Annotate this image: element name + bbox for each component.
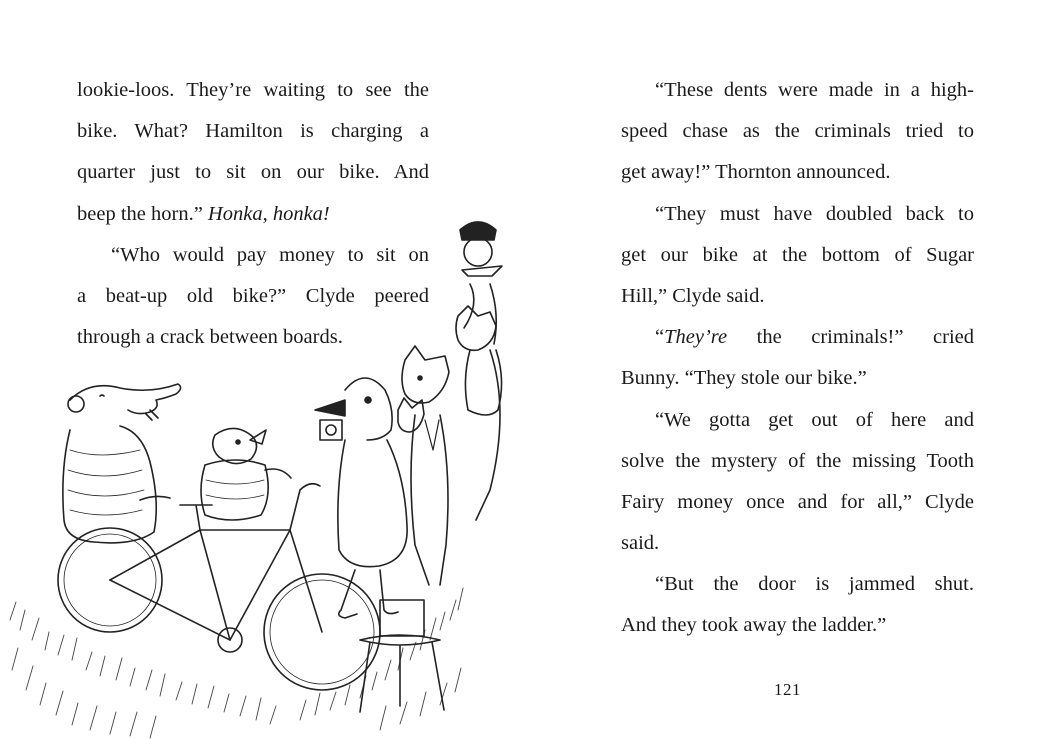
text-line: quarter just to sit on our bike. And xyxy=(77,161,429,184)
text-span: the criminals!” cried xyxy=(727,326,974,349)
page-number: 121 xyxy=(774,680,801,699)
text-line: Hill,” Clyde said. xyxy=(621,284,765,307)
text-line: Fairy money once and for all,” Clyde xyxy=(621,490,974,513)
text-line: speed chase as the criminals tried to xyxy=(621,120,974,143)
text-line: “But the door is jammed shut. xyxy=(655,573,974,596)
text-line: Bunny. “They stole our bike.” xyxy=(621,367,867,390)
text-line: And they took away the ladder.” xyxy=(621,614,887,637)
text-line: get our bike at the bottom of Sugar xyxy=(621,243,974,266)
text-line: solve the mystery of the missing Tooth xyxy=(621,449,974,472)
text-line: “These dents were made in a high- xyxy=(655,79,974,101)
italic-text: Honka, honka! xyxy=(207,202,330,225)
italic-text: They’re xyxy=(664,326,728,349)
text-line: said. xyxy=(621,532,660,555)
text-line: “They must have doubled back to xyxy=(655,202,974,225)
text-line: “They’re the criminals!” cried xyxy=(655,326,974,349)
text-line: a beat-up old bike?” Clyde peered xyxy=(77,284,429,307)
text-line: “Who would pay money to sit on xyxy=(111,243,429,266)
text-span: beep the horn.” xyxy=(77,202,208,225)
text-line: lookie-loos. They’re waiting to see the xyxy=(77,79,429,101)
text-line: bike. What? Hamilton is charging a xyxy=(77,120,429,143)
right-text-block xyxy=(621,70,974,647)
text-line: “We gotta get out of here and xyxy=(655,408,974,431)
right-page xyxy=(525,0,1050,739)
animals-with-bicycle-illustration xyxy=(0,200,525,739)
text-line: through a crack between boards. xyxy=(77,326,343,349)
text-line: get away!” Thornton announced. xyxy=(621,161,891,184)
